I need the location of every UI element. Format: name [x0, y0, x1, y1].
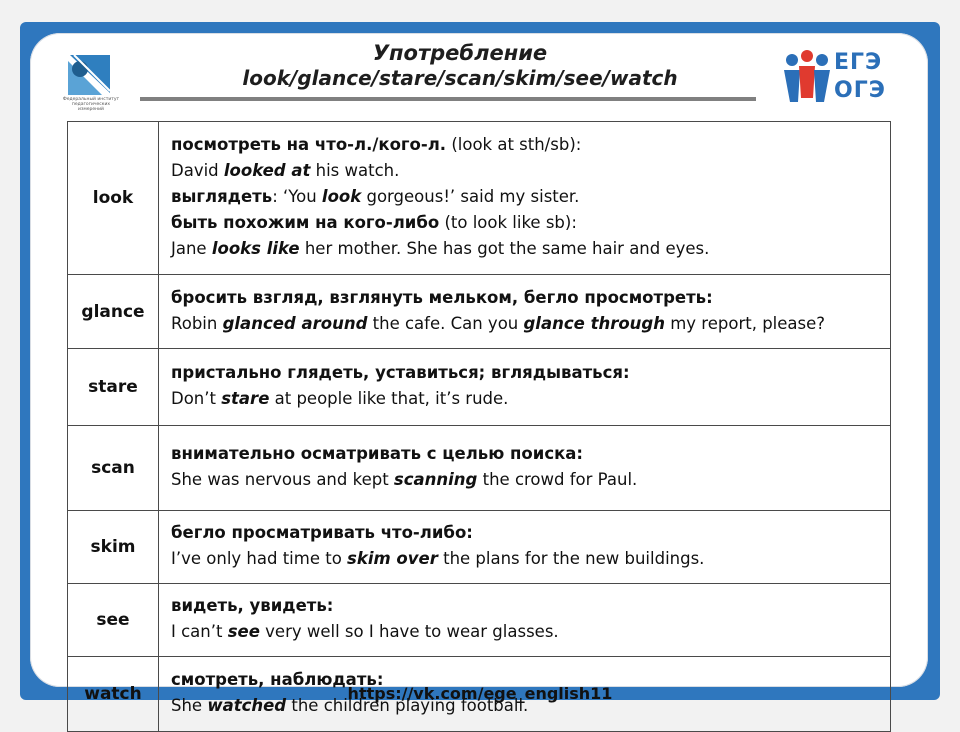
example-text: at people like that, it’s rude.: [269, 389, 509, 408]
ege-oge-logo: [780, 48, 890, 106]
word-cell: skim: [68, 511, 159, 584]
example-text: (to look like sb):: [439, 213, 577, 232]
definition-line: [171, 546, 882, 572]
target-phrase: stare: [221, 389, 270, 408]
definition-line: [171, 593, 882, 619]
definition-cell: [159, 349, 891, 426]
target-phrase: glanced around: [222, 313, 368, 333]
fipi-logo-caption: Федеральный институт педагогических измерений: [62, 97, 120, 112]
example-text: the children playing football.: [286, 696, 529, 715]
example-text: his watch.: [310, 161, 400, 180]
definition-line: [171, 619, 882, 645]
ege-label: ЕГЭ: [834, 50, 883, 75]
definition-cell: [159, 122, 891, 275]
page-title: [160, 40, 760, 90]
definition-line: [171, 132, 882, 158]
definition-line: [171, 311, 882, 337]
example-text: the plans for the new buildings.: [437, 549, 705, 568]
table-row-scan: [68, 426, 891, 511]
russian-meaning: бегло просматривать что-либо:: [171, 523, 473, 542]
definition-line: [171, 467, 882, 493]
definition-line: [171, 158, 882, 184]
russian-meaning: бросить взгляд, взглянуть мельком, бегло просмотреть:: [171, 287, 713, 307]
definition-line: [171, 520, 882, 546]
russian-meaning: быть похожим на кого-либо: [171, 213, 440, 232]
definition-line: [171, 184, 882, 210]
example-text: I’ve only had time to: [171, 549, 348, 568]
target-phrase: looked at: [223, 161, 311, 180]
example-text: David: [171, 161, 224, 180]
russian-meaning: видеть, увидеть:: [171, 596, 334, 615]
footer-link[interactable]: https://vk.com/ege_english11: [347, 684, 613, 703]
example-text: the crowd for Paul.: [477, 470, 638, 489]
example-text: the cafe. Can you: [367, 313, 524, 333]
title-line-1: Употребление: [372, 41, 548, 65]
target-phrase: looks like: [211, 239, 300, 258]
example-text: her mother. She has got the same hair and eyes.: [299, 239, 710, 258]
definition-cell: [159, 511, 891, 584]
word-cell: see: [68, 584, 159, 657]
example-text: (look at sth/sb):: [446, 135, 582, 154]
example-text: She: [171, 696, 208, 715]
example-text: gorgeous!’ said my sister.: [361, 187, 580, 206]
oge-label: ОГЭ: [834, 78, 886, 103]
table-row-skim: [68, 511, 891, 584]
definition-line: [171, 386, 882, 412]
definition-cell: [159, 275, 891, 349]
definition-line: [171, 285, 882, 311]
word-cell: watch: [68, 657, 159, 732]
fipi-logo: [58, 53, 120, 112]
word-cell: glance: [68, 275, 159, 349]
example-text: Robin: [171, 313, 223, 333]
table-row-look: [68, 122, 891, 275]
vocabulary-table: [67, 121, 891, 732]
target-phrase: skim over: [347, 549, 438, 568]
table-row-stare: [68, 349, 891, 426]
example-text: I can’t: [171, 622, 228, 641]
russian-meaning: пристально глядеть, уставиться; вглядываться:: [171, 363, 630, 382]
definition-line: [171, 360, 882, 386]
russian-meaning: смотреть, наблюдать:: [171, 670, 384, 689]
target-phrase: scanning: [393, 470, 478, 489]
russian-meaning: внимательно осматривать с целью поиска:: [171, 444, 584, 463]
definition-cell: [159, 584, 891, 657]
target-phrase: watched: [207, 696, 287, 715]
russian-meaning: выглядеть: [171, 187, 273, 206]
example-text: very well so I have to wear glasses.: [259, 622, 559, 641]
target-phrase: glance through: [523, 313, 665, 333]
definition-line: [171, 236, 882, 262]
example-text: : ‘You: [272, 187, 322, 206]
table-row-glance: [68, 275, 891, 349]
example-text: She was nervous and kept: [171, 470, 394, 489]
definition-line: [171, 441, 882, 467]
example-text: my report, please?: [664, 313, 826, 333]
word-cell: stare: [68, 349, 159, 426]
example-text: Don’t: [171, 389, 222, 408]
target-phrase: see: [227, 622, 260, 641]
word-cell: look: [68, 122, 159, 275]
example-text: Jane: [171, 239, 212, 258]
table-row-see: [68, 584, 891, 657]
header-rule: [140, 97, 756, 101]
target-phrase: look: [321, 187, 362, 206]
definition-cell: [159, 426, 891, 511]
definition-line: [171, 210, 882, 236]
word-cell: scan: [68, 426, 159, 511]
title-line-2: look/glance/stare/scan/skim/see/watch: [242, 66, 678, 90]
russian-meaning: посмотреть на что-л./кого-л.: [171, 135, 447, 154]
